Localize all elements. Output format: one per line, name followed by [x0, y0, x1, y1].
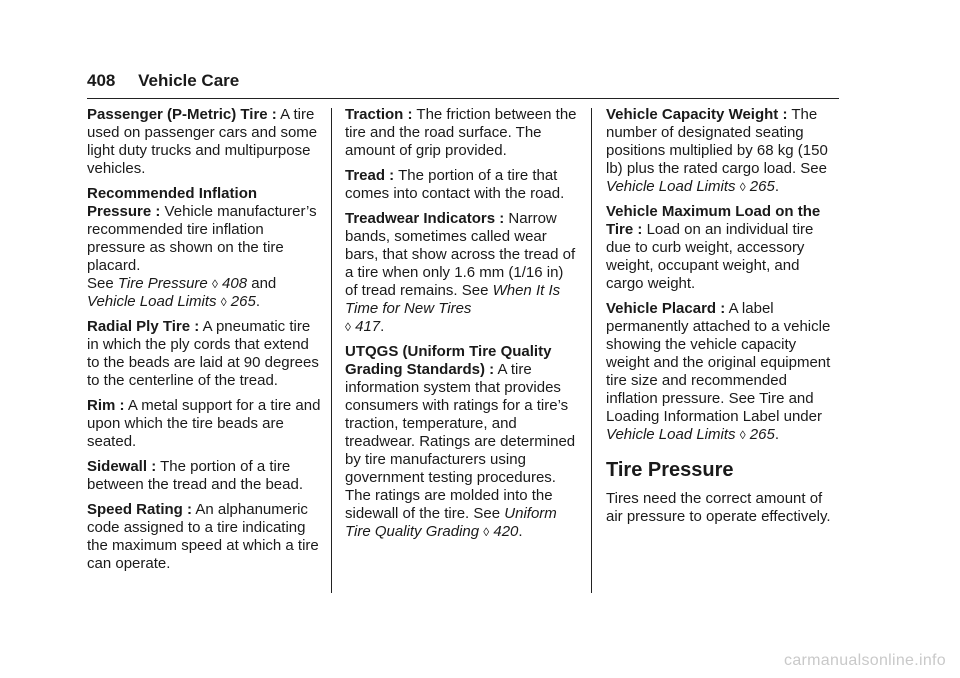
and-text: and — [251, 275, 277, 292]
entry-sidewall — [87, 458, 321, 494]
column-divider-1 — [331, 108, 332, 593]
term-definition: Load on an individual tire due to curb weight, accessory weight, occupant weight, and cargo weight. — [606, 221, 814, 292]
term-label: Vehicle Maximum Load on the Tire : — [606, 203, 821, 238]
section-title: Tire Pressure — [606, 459, 734, 481]
entry-vehicle-maximum-load — [606, 203, 840, 293]
entry-speed-rating — [87, 501, 321, 573]
term-label: UTQGS (Uniform Tire Quality Grading Standards) : — [345, 343, 552, 378]
entry-rim — [87, 397, 321, 451]
term-definition: Vehicle manufacturer’s recommended tire inflation pressure as shown on the tire placard. — [87, 203, 317, 274]
term-definition: The friction between the tire and the road surface. The amount of grip provided. — [345, 106, 577, 159]
term-definition: An alphanumeric code assigned to a tire indicating the maximum speed at which a tire can operate. — [87, 501, 319, 572]
cross-reference-link[interactable]: Uniform Tire Quality Grading — [345, 505, 557, 540]
term-definition: A tire information system that provides consumers with ratings for a tire’s traction, temperature, and treadwear. Ratings are determined by tire manufacturers using government testing procedures. The ratings are molded into the sidewall of the tire. See — [345, 361, 576, 522]
page-reference[interactable]: 420 — [493, 523, 519, 540]
entry-utqgs — [345, 343, 579, 541]
period: . — [774, 178, 779, 195]
period: . — [774, 426, 779, 443]
see-text: See — [87, 275, 114, 292]
page-reference[interactable]: 265 — [230, 293, 256, 310]
page-header — [87, 71, 239, 91]
term-label: Traction : — [345, 106, 413, 123]
column-2 — [345, 106, 579, 548]
term-label: Recommended Inflation Pressure : — [87, 185, 258, 220]
entry-passenger-tire — [87, 106, 321, 178]
cross-reference-link[interactable]: Vehicle Load Limits — [87, 293, 217, 310]
term-label: Rim : — [87, 397, 125, 414]
page-arrow-icon: ◊ — [483, 525, 490, 539]
cross-reference-link[interactable]: When It Is Time for New Tires — [345, 282, 561, 317]
page-reference[interactable]: 408 — [222, 275, 248, 292]
watermark: carmanualsonline.info — [784, 652, 946, 669]
term-definition: The portion of a tire between the tread and the bead. — [87, 458, 304, 493]
term-label: Treadwear Indicators : — [345, 210, 505, 227]
chapter-title: Vehicle Care — [138, 71, 240, 90]
section-intro: Tires need the correct amount of air pressure to operate effectively. — [606, 490, 831, 525]
page-reference[interactable]: 417 — [355, 318, 381, 335]
term-definition: A metal support for a tire and upon which the tire beads are seated. — [87, 397, 321, 450]
entry-tread — [345, 167, 579, 203]
entry-traction — [345, 106, 579, 160]
term-label: Sidewall : — [87, 458, 157, 475]
term-label: Speed Rating : — [87, 501, 193, 518]
period: . — [380, 318, 385, 335]
term-definition: A tire used on passenger cars and some light duty trucks and multipurpose vehicles. — [87, 106, 318, 177]
entry-vehicle-placard — [606, 300, 840, 444]
page-reference[interactable]: 265 — [749, 178, 775, 195]
term-definition: A pneumatic tire in which the ply cords that extend to the beads are laid at 90 degrees to the centerline of the tread. — [87, 318, 319, 389]
page-arrow-icon: ◊ — [220, 295, 227, 309]
page-arrow-icon: ◊ — [211, 277, 218, 291]
term-label: Radial Ply Tire : — [87, 318, 200, 335]
term-label: Passenger (P-Metric) Tire : — [87, 106, 277, 123]
term-definition: The portion of a tire that comes into contact with the road. — [345, 167, 565, 202]
period: . — [255, 293, 260, 310]
page-number: 408 — [87, 71, 116, 90]
column-1 — [87, 106, 321, 580]
entry-recommended-inflation — [87, 185, 321, 311]
term-definition: The number of designated seating positions multiplied by 68 kg (150 lb) plus the rated cargo load. See — [606, 106, 828, 177]
page-reference[interactable]: 265 — [749, 426, 775, 443]
cross-reference-link[interactable]: Vehicle Load Limits — [606, 426, 736, 443]
page-arrow-icon: ◊ — [739, 180, 746, 194]
cross-reference-link[interactable]: Tire Pressure — [117, 275, 208, 292]
entry-vehicle-capacity-weight — [606, 106, 840, 196]
header-rule — [87, 98, 839, 99]
page-arrow-icon: ◊ — [345, 320, 351, 334]
term-label: Vehicle Placard : — [606, 300, 726, 317]
column-3 — [606, 106, 840, 533]
entry-treadwear-indicators — [345, 210, 579, 336]
term-definition: A label permanently attached to a vehicle showing the vehicle capacity weight and the original equipment tire size and recommended inflation pressure. See Tire and Loading Information Label under — [606, 300, 831, 425]
term-definition: Narrow bands, sometimes called wear bars, that show across the tread of a tire when only 1.6 mm (1/16 in) of tread remains. See — [345, 210, 576, 299]
term-label: Vehicle Capacity Weight : — [606, 106, 788, 123]
period: . — [518, 523, 523, 540]
term-label: Tread : — [345, 167, 395, 184]
page-arrow-icon: ◊ — [739, 428, 746, 442]
entry-radial-ply-tire — [87, 318, 321, 390]
cross-reference-link[interactable]: Vehicle Load Limits — [606, 178, 736, 195]
column-divider-2 — [591, 108, 592, 593]
